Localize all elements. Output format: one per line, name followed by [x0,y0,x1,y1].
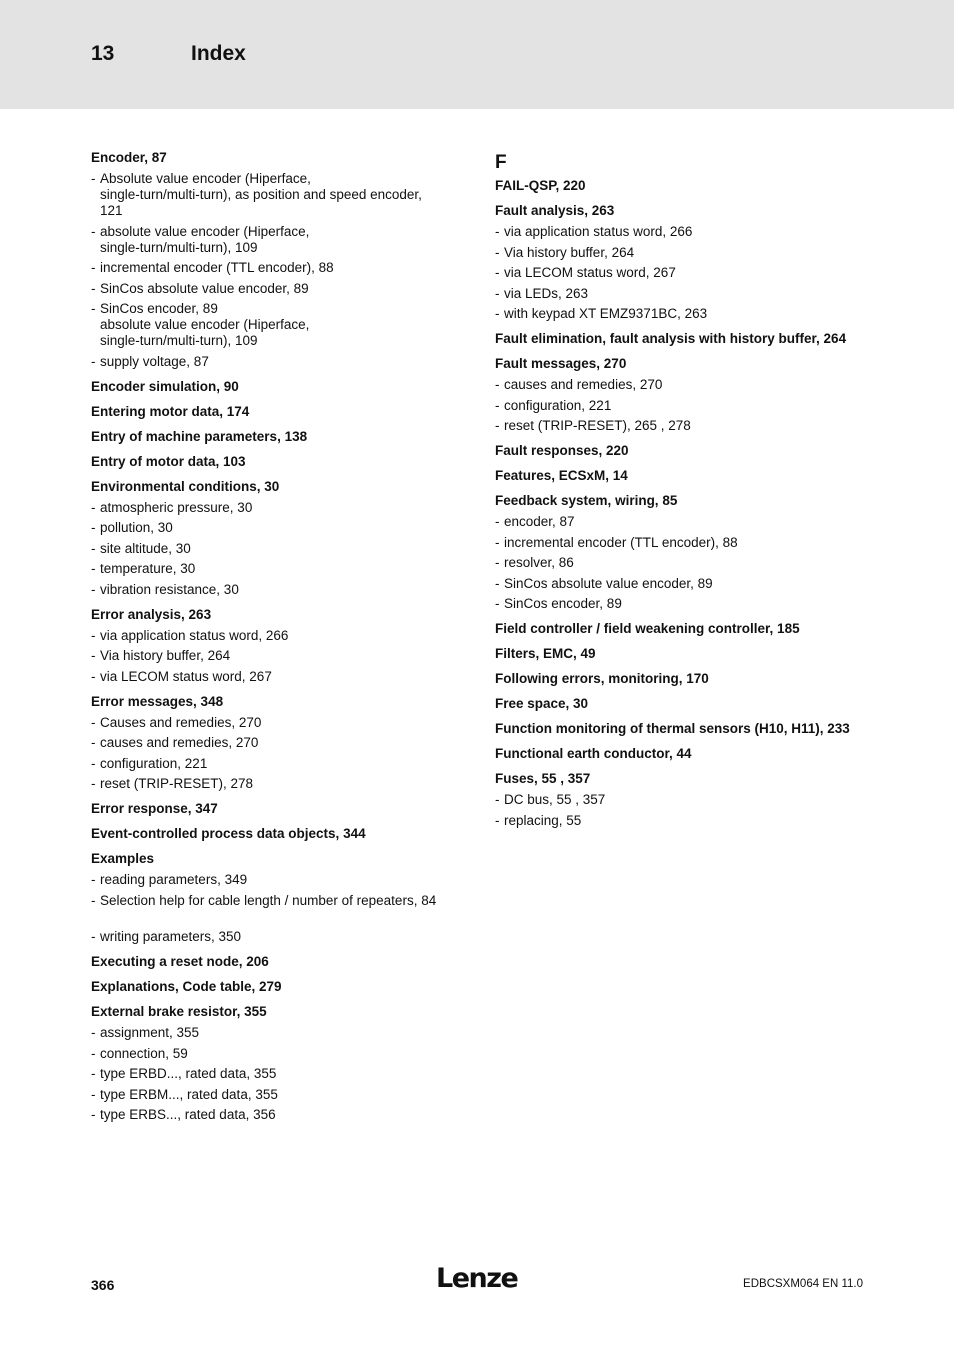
index-entry-heading[interactable]: Explanations, Code table, 279 [91,979,282,994]
index-entry-heading[interactable]: Environmental conditions, 30 [91,478,280,494]
index-entry [91,979,471,995]
subentry-text [100,893,471,909]
index-entry-heading[interactable]: Feedback system, wiring, 85 [495,493,678,508]
subentry-text [100,648,471,664]
index-letter-heading: F [495,152,507,173]
index-subentry[interactable] [91,628,471,644]
subentry-dash: - [91,1107,96,1122]
index-subentry[interactable] [91,541,471,557]
index-entry [495,178,875,194]
index-entry-heading[interactable]: Fault messages, 270 [495,356,627,371]
index-entry [495,468,875,484]
subentry-line: temperature, 30 [100,561,196,576]
subentry-line: replacing, 55 [504,812,582,828]
subentry-text [100,171,471,219]
subentry-line: via LECOM status word, 267 [504,265,676,280]
subentry-dash: - [91,714,96,730]
index-subentry[interactable] [91,872,471,888]
chapter-title: Index [191,42,246,65]
index-subentry[interactable] [91,281,471,297]
subentry-line: Via history buffer, 264 [504,244,635,260]
spacer [91,913,471,929]
index-entry [91,379,471,395]
subentry-text [504,514,875,530]
index-subentry[interactable] [91,301,471,349]
index-entry [91,954,471,970]
index-entry [91,404,471,420]
subentry-line: site altitude, 30 [100,540,191,556]
index-subentry[interactable] [91,1046,471,1062]
subentry-dash: - [91,520,96,535]
index-subentry[interactable] [495,245,875,261]
subentry-text [100,776,471,792]
index-subentry[interactable] [91,1066,471,1082]
subentry-dash: - [91,1025,96,1040]
subentry-text [100,735,471,751]
subentry-dash: - [91,171,96,186]
index-entry-heading[interactable]: Filters, EMC, 49 [495,646,596,661]
index-subentry[interactable] [495,555,875,571]
subentry-dash: - [91,892,96,908]
subentry-dash: - [91,499,96,515]
subentry-text [100,1087,471,1103]
subentry-line: writing parameters, 350 [100,929,242,944]
subentry-dash: - [495,812,500,828]
index-subentry[interactable] [495,377,875,393]
chapter-number: 13 [91,42,115,65]
subentry-dash: - [91,301,96,316]
subentry-dash: - [495,514,500,529]
index-entry-heading[interactable]: Features, ECSxM, 14 [495,468,628,483]
document-code: EDBCSXM064 EN 11.0 [743,1278,863,1290]
index-subentry[interactable] [495,514,875,530]
subentry-dash: - [495,534,500,550]
subentry-line: with keypad XT EMZ9371BC, 263 [504,306,708,321]
index-column-right [495,152,875,833]
subentry-dash: - [91,223,96,239]
subentry-line: SinCos absolute value encoder, 89 [504,575,713,591]
index-entry [495,203,875,322]
index-entry-heading[interactable]: Examples [91,851,155,866]
subentry-line: supply voltage, 87 [100,353,209,369]
subentry-text [100,715,471,731]
subentry-dash: - [91,929,96,944]
index-subentry[interactable] [495,576,875,592]
subentry-line: Via history buffer, 264 [100,648,231,663]
subentry-dash: - [495,377,500,392]
subentry-text [100,561,471,577]
index-entry [495,356,875,434]
page-header [0,0,954,109]
subentry-text [504,306,875,322]
index-subentry[interactable] [91,1025,471,1041]
index-entry-heading[interactable]: Entry of machine parameters, 138 [91,428,308,444]
subentry-line: configuration, 221 [100,755,208,771]
index-subentry[interactable] [91,735,471,751]
subentry-dash: - [91,1066,96,1081]
subentry-dash: - [91,260,96,275]
subentry-text [100,500,471,516]
index-entry-heading[interactable]: Entry of motor data, 103 [91,453,246,469]
subentry-line: causes and remedies, 270 [504,377,663,392]
subentry-dash: - [495,596,500,611]
subentry-line: reading parameters, 349 [100,872,248,887]
index-subentry[interactable] [91,1107,471,1123]
subentry-text [504,576,875,592]
index-subentry[interactable] [495,398,875,414]
index-subentry[interactable] [495,596,875,612]
subentry-line: atmospheric pressure, 30 [100,499,253,515]
index-entry [495,671,875,687]
subentry-line: via application status word, 266 [504,224,693,239]
subentry-text [504,792,875,808]
index-entry-heading[interactable]: Entering motor data, 174 [91,403,250,419]
subentry-line: type ERBM..., rated data, 355 [100,1086,278,1102]
subentry-text [504,265,875,281]
subentry-line: SinCos encoder, 89 [504,596,622,611]
subentry-dash: - [91,776,96,791]
subentry-text [100,872,471,888]
index-subentry[interactable] [91,500,471,516]
index-entry [91,479,471,598]
subentry-line: incremental encoder (TTL encoder), 88 [100,260,334,275]
subentry-text [504,418,875,434]
index-column-left [91,150,471,1128]
subentry-line: via LEDs, 263 [504,285,589,301]
index-subentry[interactable] [91,648,471,664]
index-entry [495,331,875,347]
index-entry-heading[interactable]: Fault elimination, fault analysis with history buffer, 264 [495,331,847,346]
index-entry [91,607,471,685]
subentry-text [100,582,471,598]
subentry-dash: - [91,735,96,750]
index-entry [495,746,875,762]
subentry-dash: - [495,306,500,321]
subentry-text [100,756,471,772]
subentry-text [100,1107,471,1123]
subentry-line: single-turn/multi-turn), 109 [100,239,258,255]
subentry-line: SinCos encoder, 89 [100,301,218,316]
subentry-text [504,555,875,571]
index-entry [91,1004,471,1123]
subentry-text [504,286,875,302]
subentry-dash: - [91,353,96,369]
index-entry-heading[interactable]: Following errors, monitoring, 170 [495,671,709,686]
index-entry-heading[interactable]: Encoder simulation, 90 [91,378,239,394]
subentry-text [100,1025,471,1041]
subentry-line: causes and remedies, 270 [100,735,259,750]
index-subentry[interactable] [91,354,471,370]
index-entry [91,851,471,945]
subentry-line: assignment, 355 [100,1025,200,1040]
subentry-text [100,628,471,644]
subentry-line: Causes and remedies, 270 [100,714,262,730]
subentry-text [504,224,875,240]
index-entry-heading[interactable]: Fault analysis, 263 [495,203,615,218]
index-subentry[interactable] [91,582,471,598]
index-subentry[interactable] [91,171,471,219]
index-entry [91,801,471,817]
subentry-text [504,245,875,261]
index-entries-f [495,178,875,829]
subentry-dash: - [91,1086,96,1102]
subentry-line: vibration resistance, 30 [100,581,239,597]
subentry-line: via LECOM status word, 267 [100,668,272,684]
index-entry [495,696,875,712]
subentry-dash: - [495,575,500,591]
index-entry [91,150,471,370]
subentry-text [100,929,471,945]
index-subentry[interactable] [91,260,471,276]
lenze-logo: Lenze [436,1263,518,1294]
index-entry-heading[interactable]: Field controller / field weakening controller, 185 [495,621,800,636]
index-entry-heading[interactable]: Fuses, 55 , 357 [495,771,591,786]
subentry-text [100,1046,471,1062]
subentry-line: 121 [100,203,123,218]
index-entry [495,646,875,662]
index-entry [91,454,471,470]
index-entry-heading[interactable]: Fault responses, 220 [495,443,629,458]
subentry-line: reset (TRIP-RESET), 265 , 278 [504,418,691,433]
index-subentry[interactable] [91,669,471,685]
subentry-line: via application status word, 266 [100,627,289,643]
index-subentry[interactable] [495,535,875,551]
subentry-line: Absolute value encoder (Hiperface, [100,171,311,186]
subentry-line: SinCos absolute value encoder, 89 [100,280,309,296]
index-entry [495,443,875,459]
index-entry [91,429,471,445]
subentry-line: absolute value encoder (Hiperface, [100,223,310,239]
index-subentry[interactable] [91,756,471,772]
subentry-dash: - [91,280,96,296]
subentry-line: single-turn/multi-turn), 109 [100,333,258,348]
subentry-text [100,1066,471,1082]
index-subentry[interactable] [91,776,471,792]
subentry-text [100,354,471,370]
subentry-dash: - [91,872,96,887]
subentry-dash: - [495,418,500,433]
subentry-dash: - [495,555,500,570]
subentry-dash: - [91,648,96,663]
subentry-line: reset (TRIP-RESET), 278 [100,776,254,791]
index-entry-heading[interactable]: Event-controlled process data objects, 344 [91,826,366,841]
index-entry-heading[interactable]: Error analysis, 263 [91,606,212,622]
subentry-dash: - [495,224,500,239]
index-subentry[interactable] [495,286,875,302]
subentry-dash: - [91,755,96,771]
index-entry-heading[interactable]: Free space, 30 [495,696,589,711]
index-entry [495,493,875,612]
subentry-line: absolute value encoder (Hiperface, [100,317,310,332]
index-subentry[interactable] [495,418,875,434]
index-entry [495,771,875,829]
subentry-dash: - [495,265,500,280]
subentry-line: configuration, 221 [504,397,612,413]
index-entry [91,694,471,793]
index-subentry[interactable] [495,306,875,322]
page-number: 366 [91,1277,115,1293]
subentry-text [100,669,471,685]
subentry-dash: - [91,561,96,576]
index-subentry[interactable] [91,929,471,945]
index-subentry[interactable] [91,715,471,731]
subentry-text [100,281,471,297]
index-subentry[interactable] [495,224,875,240]
subentry-dash: - [495,397,500,413]
subentry-line: Selection help for cable length / number of repeaters, 84 [100,892,437,908]
subentry-text [100,301,471,349]
subentry-text [504,596,875,612]
index-entry-heading[interactable]: Function monitoring of thermal sensors (H10, H11), 233 [495,721,850,736]
subentry-dash: - [495,285,500,301]
subentry-line: encoder, 87 [504,514,575,529]
index-subentry[interactable] [91,1087,471,1103]
subentry-line: resolver, 86 [504,555,574,570]
index-subentry[interactable] [495,813,875,829]
index-subentry[interactable] [91,561,471,577]
subentry-text [504,535,875,551]
subentry-text [504,398,875,414]
subentry-text [504,813,875,829]
index-subentry[interactable] [91,520,471,536]
subentry-dash: - [91,581,96,597]
subentry-text [504,377,875,393]
subentry-dash: - [91,627,96,643]
index-entry [495,621,875,637]
subentry-line: single-turn/multi-turn), as position and speed encoder, [100,187,422,202]
index-subentry[interactable] [91,224,471,256]
subentry-dash: - [91,1045,96,1061]
index-entry-heading[interactable]: Encoder, 87 [91,150,167,165]
subentry-dash: - [91,540,96,556]
subentry-line: connection, 59 [100,1045,188,1061]
subentry-line: incremental encoder (TTL encoder), 88 [504,534,738,550]
subentry-dash: - [495,792,500,807]
subentry-dash: - [91,668,96,684]
subentry-text [100,224,471,256]
subentry-text [100,541,471,557]
subentry-line: DC bus, 55 , 357 [504,792,606,807]
index-entry [91,826,471,842]
index-subentry[interactable] [91,893,471,909]
index-entry-heading[interactable]: Functional earth conductor, 44 [495,746,692,761]
index-entry-heading[interactable]: FAIL-QSP, 220 [495,178,586,193]
index-entry [495,721,875,737]
subentry-line: pollution, 30 [100,520,173,535]
subentry-dash: - [495,244,500,260]
index-entry-heading[interactable]: External brake resistor, 355 [91,1004,267,1019]
index-subentry[interactable] [495,265,875,281]
subentry-line: type ERBS..., rated data, 356 [100,1107,276,1122]
index-entry-heading[interactable]: Error response, 347 [91,801,218,816]
subentry-text [100,520,471,536]
index-entry-heading[interactable]: Executing a reset node, 206 [91,954,269,969]
subentry-text [100,260,471,276]
subentry-line: type ERBD..., rated data, 355 [100,1066,277,1081]
index-entry-heading[interactable]: Error messages, 348 [91,693,224,709]
index-subentry[interactable] [495,792,875,808]
